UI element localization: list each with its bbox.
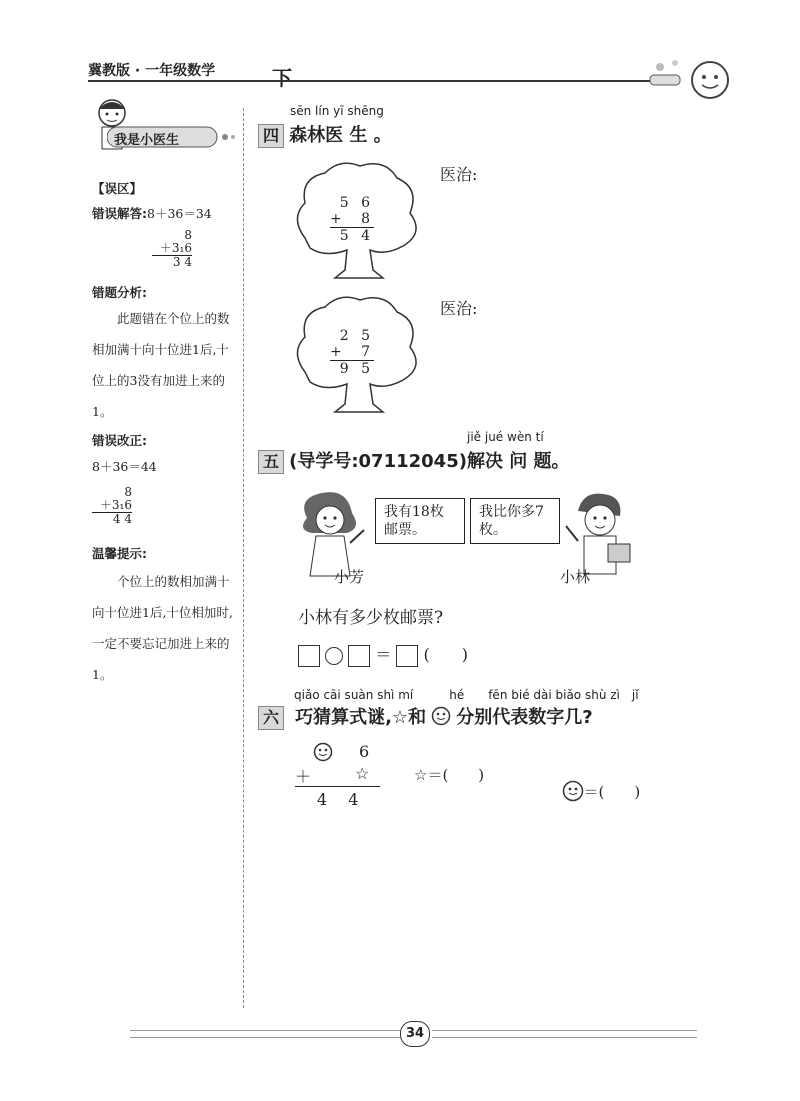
tree1-calc: 5 6 + 8 5 4 <box>330 195 374 244</box>
section4-header <box>258 121 392 148</box>
puzzle-result: 4 4 <box>295 786 380 810</box>
answer-box[interactable] <box>348 645 370 667</box>
tree2-cure-label: 医治: <box>440 299 478 318</box>
section6-title-pre: 巧猜算式谜,☆和 <box>295 707 427 728</box>
answer-paren: ( ) <box>423 645 468 664</box>
doctor-badge <box>92 95 237 155</box>
badge-label: 我是小医生 <box>114 133 180 148</box>
footer-rule-left <box>130 1030 400 1038</box>
footer-rule-right <box>432 1030 697 1038</box>
header-volume: 下 <box>272 66 292 90</box>
section4-title: 森林医 生 。 <box>289 125 392 146</box>
puzzle-star: ☆ <box>355 764 370 783</box>
header-title: 冀教版 · 一年级数学 <box>88 63 216 79</box>
mistake-section-heading: 【误区】 <box>92 181 143 196</box>
header-divider <box>88 80 663 82</box>
tip-heading: 温馨提示: <box>92 546 147 561</box>
analysis-heading: 错题分析: <box>92 285 147 300</box>
correction-heading: 错误改正: <box>92 433 147 448</box>
boy-speech-bubble: 我比你多7枚。 <box>470 498 560 544</box>
section5-question: 小林有多少枚邮票? <box>298 608 444 628</box>
wrong-answer-label: 错误解答: <box>92 206 147 221</box>
operator-circle[interactable] <box>325 647 343 665</box>
tip-text: 个位上的数相加满十向十位进1后,十位相加时,一定不要忘记加进上来的1。 <box>92 574 233 682</box>
header-decoration-icon <box>640 55 735 100</box>
analysis-text: 此题错在个位上的数相加满十向十位进1后,十位上的3没有加进上来的1。 <box>92 311 230 419</box>
girl-speech-bubble: 我有18枚邮票。 <box>375 498 465 544</box>
section6-pinyin: qiǎo cāi suàn shì mí hé fēn bié dài biǎo shù zì jǐ <box>294 688 639 702</box>
section4-number: 四 <box>258 124 284 148</box>
star-answer[interactable]: ☆＝( ) <box>414 766 485 784</box>
wrong-equation: 8＋36＝34 <box>147 206 212 221</box>
section5-pinyin: jiě jué wèn tí <box>467 430 544 444</box>
section6-title-post: 分别代表数字几? <box>456 707 593 728</box>
section6-puzzle <box>295 742 380 810</box>
smiley-icon <box>562 780 584 802</box>
wrong-vertical-calc: 8 ＋3₁6 3 4 <box>152 229 192 269</box>
answer-box[interactable] <box>396 645 418 667</box>
section5-title: (导学号:07112045)解决 问 题。 <box>289 451 570 472</box>
column-divider <box>243 108 244 1008</box>
smile-answer: ＝( ) <box>583 783 641 801</box>
smiley-icon <box>431 706 451 726</box>
tree2-calc: 2 5 + 7 9 5 <box>330 328 374 377</box>
smile-answer-row[interactable] <box>552 762 640 802</box>
section5-number: 五 <box>258 450 284 474</box>
puzzle-plus: ＋ <box>295 767 312 786</box>
answer-equation <box>298 642 468 667</box>
section6-header <box>258 703 593 730</box>
smiley-icon <box>313 742 333 762</box>
correct-vertical-calc: 8 ＋3₁6 4 4 <box>92 486 132 526</box>
tree1-cure-label: 医治: <box>440 165 478 184</box>
section6-number: 六 <box>258 706 284 730</box>
page-number: 34 <box>400 1021 430 1047</box>
section5-header <box>258 447 569 474</box>
girl-name: 小芳 <box>334 568 365 586</box>
boy-name: 小林 <box>560 568 591 586</box>
equals-sign: ＝ <box>375 645 392 664</box>
section4-pinyin: sēn lín yī shēng <box>290 104 384 118</box>
answer-box[interactable] <box>298 645 320 667</box>
puzzle-top-digit: 6 <box>359 742 370 761</box>
sidebar <box>92 95 237 690</box>
correct-equation: 8＋36＝44 <box>92 459 157 474</box>
